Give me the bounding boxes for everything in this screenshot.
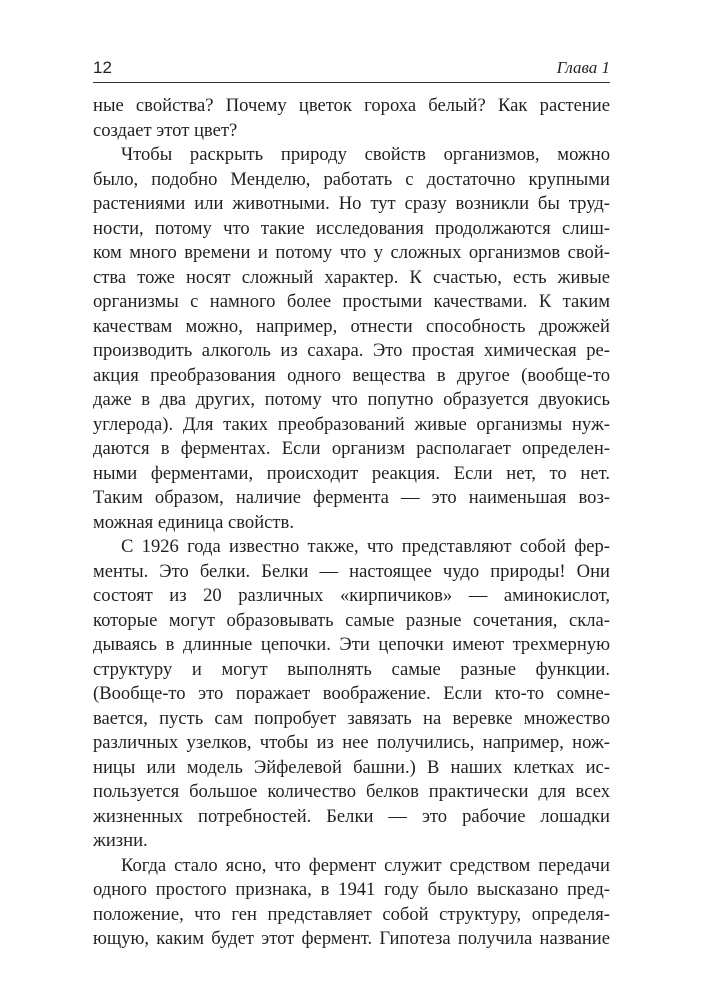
text-line: дываясь в длинные цепочки. Эти цепочки имеют трехмерную [93, 634, 610, 655]
text-line: производить алкоголь из сахара. Это простая химическая ре- [93, 340, 610, 361]
running-header [93, 58, 610, 83]
text-line: которые могут образовывать самые разные сочетания, скла- [93, 609, 610, 631]
page-body [93, 94, 610, 952]
text-line: ющую, каким будет этот фермент. Гипотеза получила название [93, 928, 610, 949]
text-line: ницы или модель Эйфелевой башни.) В наших клетках ис- [93, 756, 610, 778]
text-line: (Вообще-то это поражает воображение. Если кто-то сомне- [93, 683, 610, 704]
text-line: вается, пусть сам попробует завязать на веревке множество [93, 707, 610, 729]
page-number: 12 [93, 58, 112, 77]
text-line: состоят из 20 различных «кирпичиков» — аминокислот, [93, 585, 610, 606]
text-line: жизненных потребностей. Белки — это рабочие лошадки [93, 805, 610, 827]
text-line: ства тоже носят сложный характер. К счастью, есть живые [93, 266, 610, 288]
text-line: растениями или животными. Но тут сразу возникли бы труд- [93, 193, 610, 214]
text-line: даже в два других, потому что попутно образуется двуокись [93, 389, 610, 410]
text-line: углерода). Для таких преобразований живые организмы нуж- [93, 413, 610, 435]
text-line: можная единица свойств. [93, 511, 294, 533]
text-line: ности, потому что такие исследования продолжаются слиш- [93, 217, 610, 239]
text-line: менты. Это белки. Белки — настоящее чудо природы! Они [93, 560, 610, 582]
text-line: жизни. [93, 830, 148, 851]
text-line: даются в ферментах. Если организм располагает определен- [93, 438, 610, 459]
text-line: структуру и могут выполнять самые разные функции. [93, 658, 610, 680]
text-line: качествам можно, например, отнести способность дрожжей [93, 315, 610, 337]
text-line: различных узелков, чтобы из нее получились, например, нож- [93, 732, 610, 753]
text-line: было, подобно Менделю, работать с достаточно крупными [93, 168, 610, 190]
text-line: организмы с намного более простыми качествами. К таким [93, 291, 610, 312]
text-line: Когда стало ясно, что фермент служит средством передачи [121, 854, 610, 876]
text-line: акция преобразования одного вещества в другое (вообще-то [93, 364, 610, 386]
text-line: ные свойства? Почему цветок гороха белый? Как растение [93, 95, 610, 116]
text-line: создает этот цвет? [93, 119, 238, 141]
text-line: ными ферментами, происходит реакция. Если нет, то нет. [93, 462, 610, 484]
text-line: ком много времени и потому что у сложных организмов свой- [93, 242, 610, 263]
text-line: одного простого признака, в 1941 году было высказано пред- [93, 879, 610, 900]
text-line: Таким образом, наличие фермента — это наименьшая воз- [93, 487, 610, 508]
text-line: положение, что ген представляет собой структуру, определя- [93, 903, 610, 925]
text-line: Чтобы раскрыть природу свойств организмов, можно [121, 144, 610, 165]
chapter-title: Глава 1 [556, 58, 610, 77]
text-line: пользуется большое количество белков практически для всех [93, 781, 610, 802]
text-line: С 1926 года известно также, что представляют собой фер- [121, 536, 610, 557]
